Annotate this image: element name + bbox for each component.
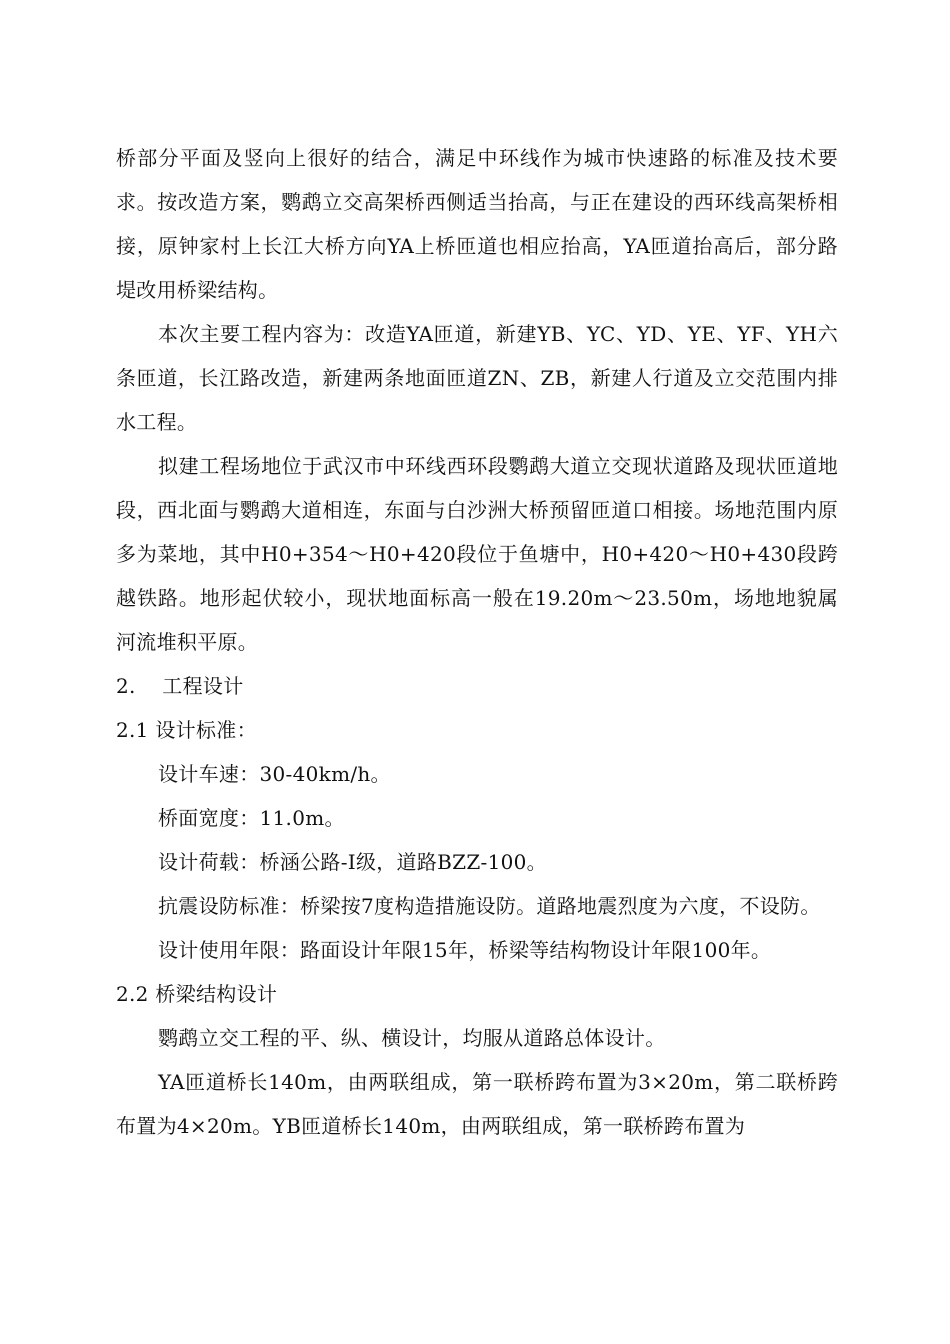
paragraph-continuation: 桥部分平面及竖向上很好的结合，满足中环线作为城市快速路的标准及技术要求。按改造方案，鹦鹉立交高架桥西侧适当抬高，与正在建设的西环线高架桥相接，原钟家村上长江大桥方向YA上桥匝道也相应抬高，YA匝道抬高后，部分路堤改用桥梁结构。 [116,146,838,302]
paragraph-site-location: 拟建工程场地位于武汉市中环线西环段鹦鹉大道立交现状道路及现状匝道地段，西北面与鹦鹉大道相连，东面与白沙洲大桥预留匝道口相接。场地范围内原多为菜地，其中H0+354～H0+420段位于鱼塘中，H0+420～H0+430段跨越铁路。地形起伏较小，现状地面标高一般在19.20m～23.50m，场地地貌属河流堆积平原。 [116,454,838,654]
section-heading-engineering-design: 2. 工程设计 [116,674,244,698]
document-body [116,136,838,1148]
paragraph-main-works: 本次主要工程内容为：改造YA匝道，新建YB、YC、YD、YE、YF、YH六条匝道，长江路改造，新建两条地面匝道ZN、ZB，新建人行道及立交范围内排水工程。 [116,322,838,434]
design-standard-service-life: 设计使用年限：路面设计年限15年，桥梁等结构物设计年限100年。 [158,938,772,962]
subsection-heading-design-standards: 2.1 设计标准： [116,718,257,742]
design-standard-speed: 设计车速：30-40km/h。 [158,762,391,786]
design-standard-deck-width: 桥面宽度：11.0m。 [158,806,345,830]
paragraph-bridge-design-basis: 鹦鹉立交工程的平、纵、横设计，均服从道路总体设计。 [158,1026,666,1050]
design-standard-load: 设计荷载：桥涵公路-Ⅰ级，道路BZZ-100。 [158,850,547,874]
paragraph-ramp-spans: YA匝道桥长140m，由两联组成，第一联桥跨布置为3×20m，第二联桥跨布置为4×20m。YB匝道桥长140m，由两联组成，第一联桥跨布置为 [116,1070,838,1138]
design-standard-seismic: 抗震设防标准：桥梁按7度构造措施设防。道路地震烈度为六度，不设防。 [158,894,821,918]
subsection-heading-bridge-structure: 2.2 桥梁结构设计 [116,982,278,1006]
